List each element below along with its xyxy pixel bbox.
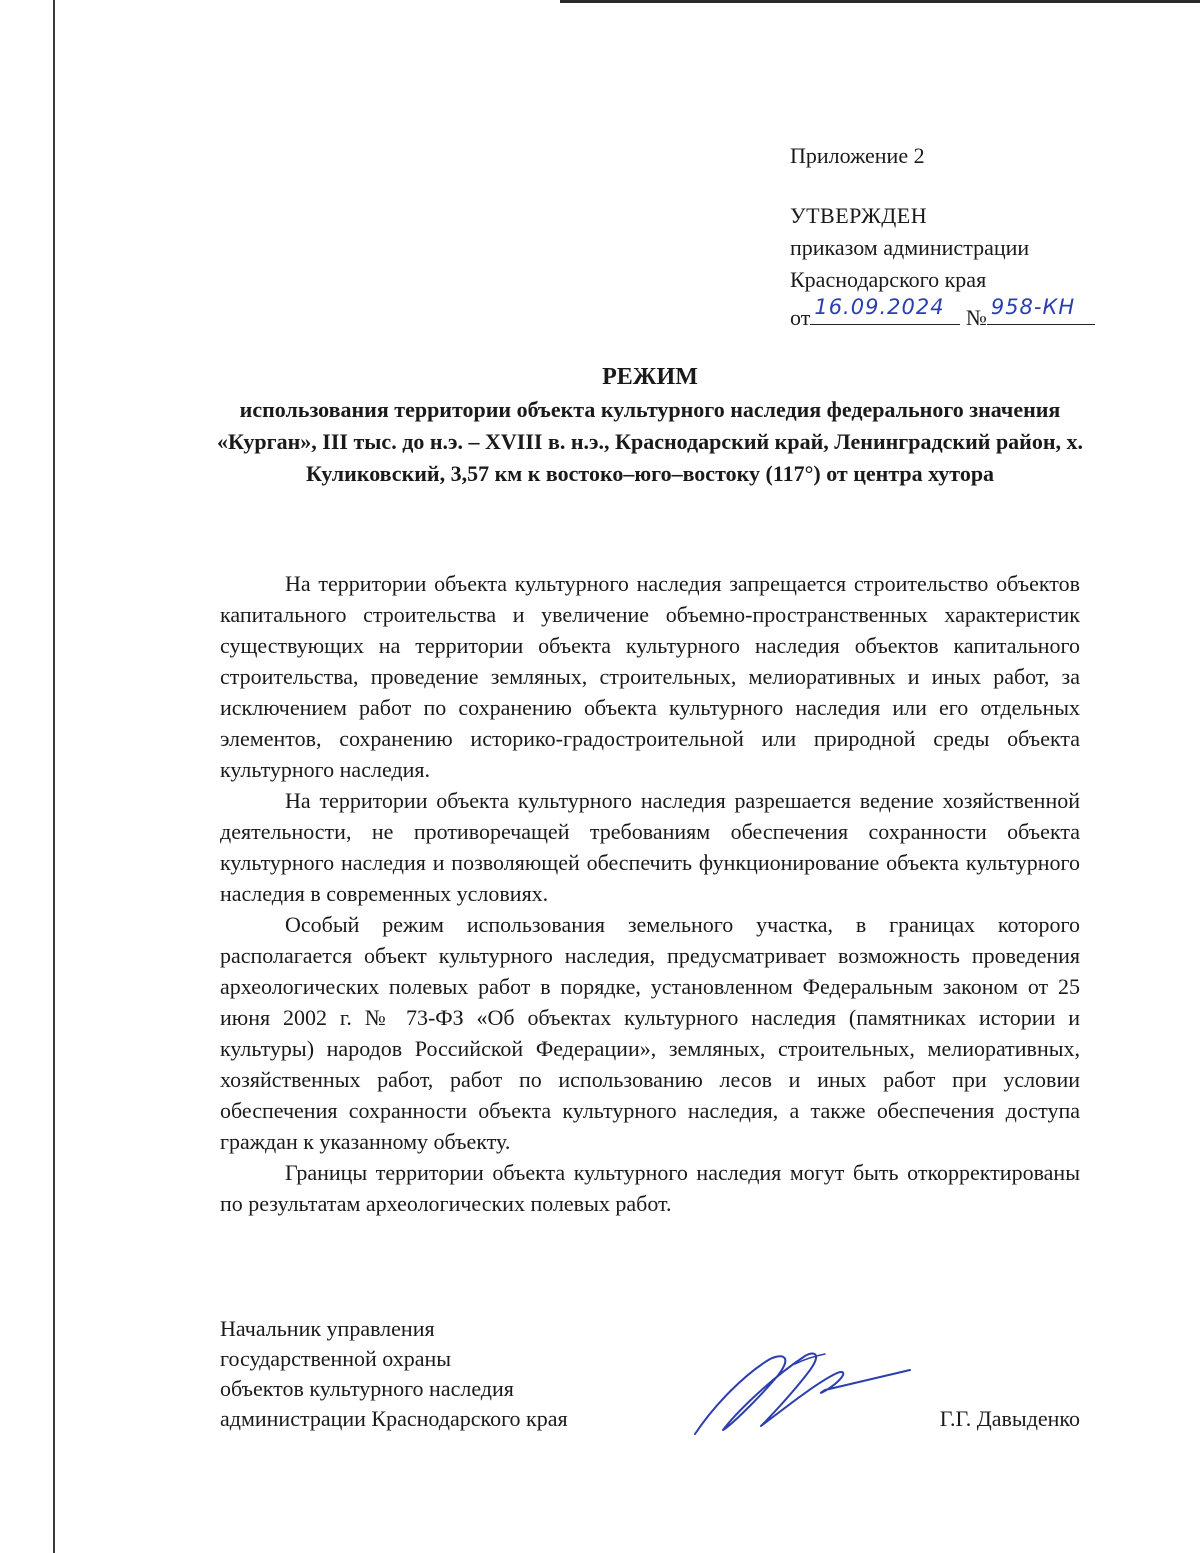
body-paragraph: На территории объекта культурного наследия запрещается строительство объектов капитального строительства и увеличение объемно-пространственных характеристик существующих на территории объекта культурного наследия объектов капитального строительства, проведение земляных, строительных, мелиоративных и иных работ, за исключением работ по сохранению объекта культурного наследия или его отдельных элементов, сохранению историко-градостроительной или природной среды объекта культурного наследия.	[220, 571, 1080, 782]
body-paragraph: Особый режим использования земельного участка, в границах которого располагается объект культурного наследия, предусматривает возможность проведения археологических полевых работ в порядке, установленном Федеральным законом от 25 июня 2002 г. № 73-ФЗ «Об объектах культурного наследия (памятниках истории и культуры) народов Российской Федерации», земляных, строительных, мелиоративных, хозяйственных работ, работ по использованию лесов и иных работ при условии обеспечения сохранности объекта культурного наследия, а также обеспечения доступа граждан к указанному объекту.	[220, 912, 1080, 1154]
approval-stamp-block	[790, 140, 1095, 334]
signatory-position-line1: Начальник управления	[220, 1316, 435, 1341]
order-number-field	[987, 296, 1095, 325]
handwritten-signature	[675, 1334, 915, 1444]
signatory-position-line2: государственной охраны	[220, 1346, 452, 1371]
appendix-label: Приложение 2	[790, 143, 925, 168]
signature-block	[220, 1314, 1080, 1444]
date-prefix: от	[790, 305, 811, 330]
order-date-field	[810, 296, 960, 325]
body-paragraph: На территории объекта культурного наследия разрешается ведение хозяйственной деятельности, не противоречащей требованиям обеспечения сохранности объекта культурного наследия и позволяющей обеспечить функционирование объекта культурного наследия в современных условиях.	[220, 788, 1080, 906]
document-subtitle: использования территории объекта культурного наследия федерального значения «Курган», III тыс. до н.э. – XVIII в. н.э., Краснодарский край, Ленинградский район, х. Куликовский, 3,57 км к востоко–юго–востоку (117°) от центра хутора	[216, 397, 1084, 486]
document-heading	[200, 362, 1100, 490]
document-body	[220, 568, 1080, 1219]
document-title: РЕЖИМ	[602, 364, 698, 390]
approved-by-line2: Краснодарского края	[790, 267, 987, 292]
order-date-number-line	[790, 296, 1095, 334]
order-number-handwritten: 958-КН	[990, 295, 1076, 319]
body-paragraph: Границы территории объекта культурного наследия могут быть откорректированы по результатам археологических полевых работ.	[220, 1160, 1080, 1216]
number-prefix: №	[965, 305, 987, 330]
scan-left-edge	[53, 0, 55, 1553]
scan-top-edge	[560, 0, 1200, 3]
signatory-name: Г.Г. Давыденко	[939, 1406, 1080, 1431]
approved-by-line1: приказом администрации	[790, 235, 1030, 260]
signatory-position-line3: объектов культурного наследия	[220, 1376, 514, 1401]
signatory-position-line4: администрации Краснодарского края	[220, 1406, 568, 1431]
approved-label: УТВЕРЖДЕН	[790, 203, 928, 228]
order-date-handwritten: 16.09.2024	[814, 295, 945, 319]
